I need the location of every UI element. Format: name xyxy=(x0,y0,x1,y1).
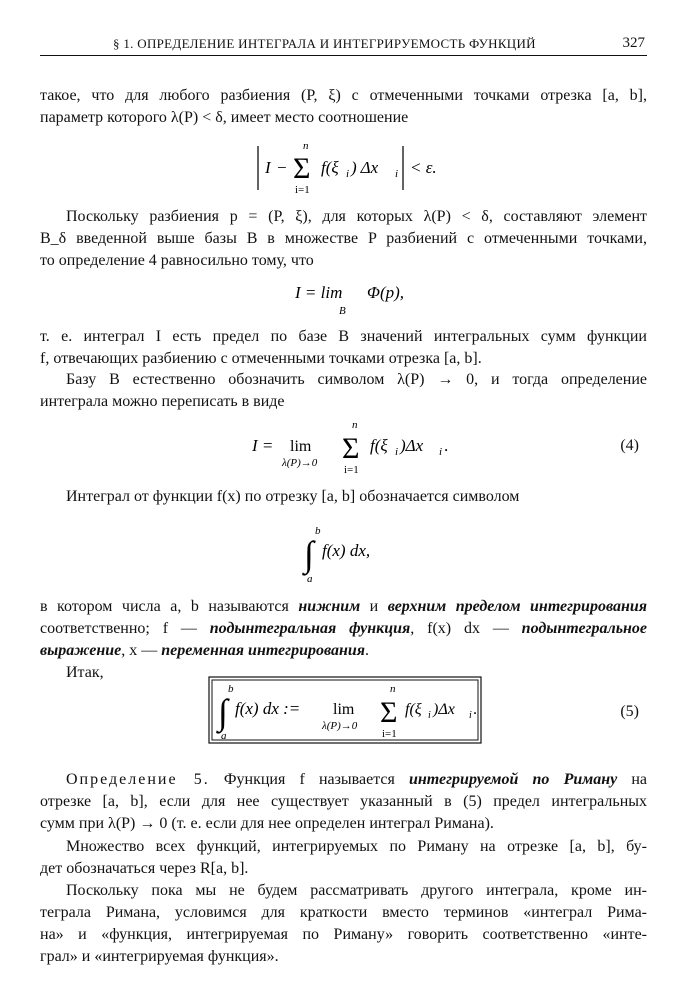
text-line: B_δ введенной выше базы B в множестве P разбиений с отмеченными точками, xyxy=(40,230,647,247)
running-header xyxy=(40,33,647,56)
sum-lower-limit: i=1 xyxy=(382,728,397,740)
sum-upper-limit: n xyxy=(303,140,309,152)
eq-rhs: Φ(p), xyxy=(367,283,405,302)
text-run: Функция f называется xyxy=(209,771,410,788)
text-line: параметр которого λ(P) < δ, имеет место соотношение xyxy=(40,109,409,126)
text-line: теграла Римана, условимся для краткости вместо терминов «интеграл Рима- xyxy=(40,904,647,921)
text-run: . xyxy=(365,642,370,659)
paragraph-4 xyxy=(40,369,647,413)
integral-upper-limit: b xyxy=(228,683,234,695)
text-line: f, отвечающих разбиению с отмеченными точками отрезка [a, b]. xyxy=(40,350,482,367)
text-line: Поскольку пока мы не будем рассматривать другого интеграла, кроме ин- xyxy=(66,882,647,899)
text-line: то определение 4 равносильно тому, что xyxy=(40,252,314,269)
eq-lim: lim xyxy=(290,438,312,455)
text-line: т. е. интеграл I есть предел по базе B значений интегральных сумм функции xyxy=(40,328,647,345)
sigma-symbol: Σ xyxy=(293,152,311,185)
integral-lower-limit: a xyxy=(221,730,227,742)
definition-5 xyxy=(40,769,647,835)
equation-abs-difference xyxy=(255,138,455,198)
sum-term-index: i xyxy=(428,710,431,721)
text-run: в котором числа a, b называются xyxy=(40,598,299,615)
text-line: сумм при λ(P) → 0 (т. е. если для нее определен интеграл Римана). xyxy=(40,815,494,832)
integral-symbol: ∫ xyxy=(218,692,228,732)
text-line: такое, что для любого разбиения (P, ξ) с отмеченными точками отрезка [a, b], xyxy=(40,87,647,104)
sum-term-index: i xyxy=(439,446,443,458)
paragraph-1 xyxy=(40,85,647,129)
eq-end: . xyxy=(444,436,449,455)
integral-upper-limit: b xyxy=(315,525,321,537)
equation-5-boxed xyxy=(208,676,484,746)
text-line: Поскольку разбиения p = (P, ξ), для которых λ(P) < δ, составляют элемент xyxy=(66,208,647,225)
eq-lim-sub: λ(P)→0 xyxy=(322,720,358,732)
sum-term-index: i xyxy=(395,446,399,458)
text-line: на» и «функция, интегрируемая по Риману» говорить соответственно «инте- xyxy=(40,926,647,943)
equation-integral xyxy=(298,524,418,586)
sum-term-rest: ) Δx xyxy=(351,158,379,177)
text-run: соответственно; f — xyxy=(40,620,210,637)
term-expression: выражение xyxy=(40,642,122,659)
text-line xyxy=(40,640,647,662)
paragraph-8 xyxy=(40,880,647,968)
text-line: Интеграл от функции f(x) по отрезку [a, b] обозначается символом xyxy=(66,488,520,505)
text-line: Множество всех функций, интегрируемых по Риману на отрезке [a, b], бу- xyxy=(66,838,647,855)
sum-lower-limit: i=1 xyxy=(295,184,310,196)
equation-limit-base xyxy=(295,280,455,320)
book-page xyxy=(40,0,647,1000)
sum-term: f(ξ xyxy=(405,701,422,718)
term-riemann-integrable: интегрируемой по Риману xyxy=(409,771,618,788)
sigma-symbol: Σ xyxy=(342,432,360,465)
sum-term-index: i xyxy=(395,168,399,180)
equation-number-5: (5) xyxy=(620,703,639,720)
integral-body: f(x) dx := xyxy=(235,699,301,718)
text-line: Базу B естественно обозначить символом λ(P) → 0, и тогда определение xyxy=(66,371,647,388)
eq-lim-sub: B xyxy=(339,305,346,317)
eq-lhs: I = lim xyxy=(295,283,343,302)
sigma-symbol: Σ xyxy=(380,696,398,729)
sum-upper-limit: n xyxy=(352,419,358,431)
text-line: интеграла можно переписать в виде xyxy=(40,393,285,410)
eq-minus: − xyxy=(277,158,287,177)
eq-lim-sub: λ(P)→0 xyxy=(282,457,318,469)
sum-upper-limit: n xyxy=(390,683,396,695)
sum-term-rest: )Δx xyxy=(400,436,424,455)
text-line xyxy=(40,618,647,640)
eq-lhs: I = xyxy=(252,436,274,455)
paragraph-5 xyxy=(40,486,647,508)
definition-label: Определение 5. xyxy=(66,771,210,788)
term-integrand: подынтегральная функция xyxy=(209,620,411,637)
page-number: 327 xyxy=(622,35,645,51)
term-upper-limit: верхним пределом интегрирования xyxy=(387,598,648,615)
paragraph-3 xyxy=(40,326,647,370)
paragraph-2 xyxy=(40,206,647,272)
equation-number-4: (4) xyxy=(620,437,639,454)
text-line: отрезке [a, b], если для нее существует указанный в (5) предел интегральных xyxy=(40,793,647,810)
text-run: на xyxy=(617,771,648,788)
paragraph-7 xyxy=(40,836,647,880)
text-run: и xyxy=(360,598,388,615)
sum-lower-limit: i=1 xyxy=(344,464,359,476)
text-line: Итак, xyxy=(66,664,104,681)
sum-term-rest: )Δx xyxy=(433,701,455,718)
sum-term-index: i xyxy=(469,710,472,721)
text-line xyxy=(40,769,647,791)
term-variable: переменная интегрирования xyxy=(161,642,366,659)
text-run: , x — xyxy=(121,642,162,659)
text-line xyxy=(40,596,647,618)
equation-4 xyxy=(252,418,512,480)
text-run: , f(x) dx — xyxy=(410,620,522,637)
term-integrand-expression: подынтегральное xyxy=(521,620,648,637)
integral-body: f(x) dx, xyxy=(322,541,371,560)
term-lower-limit: нижним xyxy=(298,598,361,615)
sum-term: f(ξ xyxy=(321,158,339,177)
sum-term: f(ξ xyxy=(370,436,388,455)
eq-end: . xyxy=(473,701,477,718)
eq-lim: lim xyxy=(333,701,355,718)
text-line: дет обозначаться через R[a, b]. xyxy=(40,860,249,877)
text-line: грал» и «интегрируемая функция». xyxy=(40,948,279,965)
integral-lower-limit: a xyxy=(307,573,313,585)
eq-rhs: < ε. xyxy=(410,158,437,177)
integral-symbol: ∫ xyxy=(304,534,314,574)
eq-symbol: I xyxy=(265,158,271,177)
sum-term-index: i xyxy=(346,168,350,180)
section-title: § 1. ОПРЕДЕЛЕНИЕ ИНТЕГРАЛА И ИНТЕГРИРУЕМОСТЬ ФУНКЦИЙ xyxy=(113,36,536,51)
paragraph-6 xyxy=(40,596,647,662)
